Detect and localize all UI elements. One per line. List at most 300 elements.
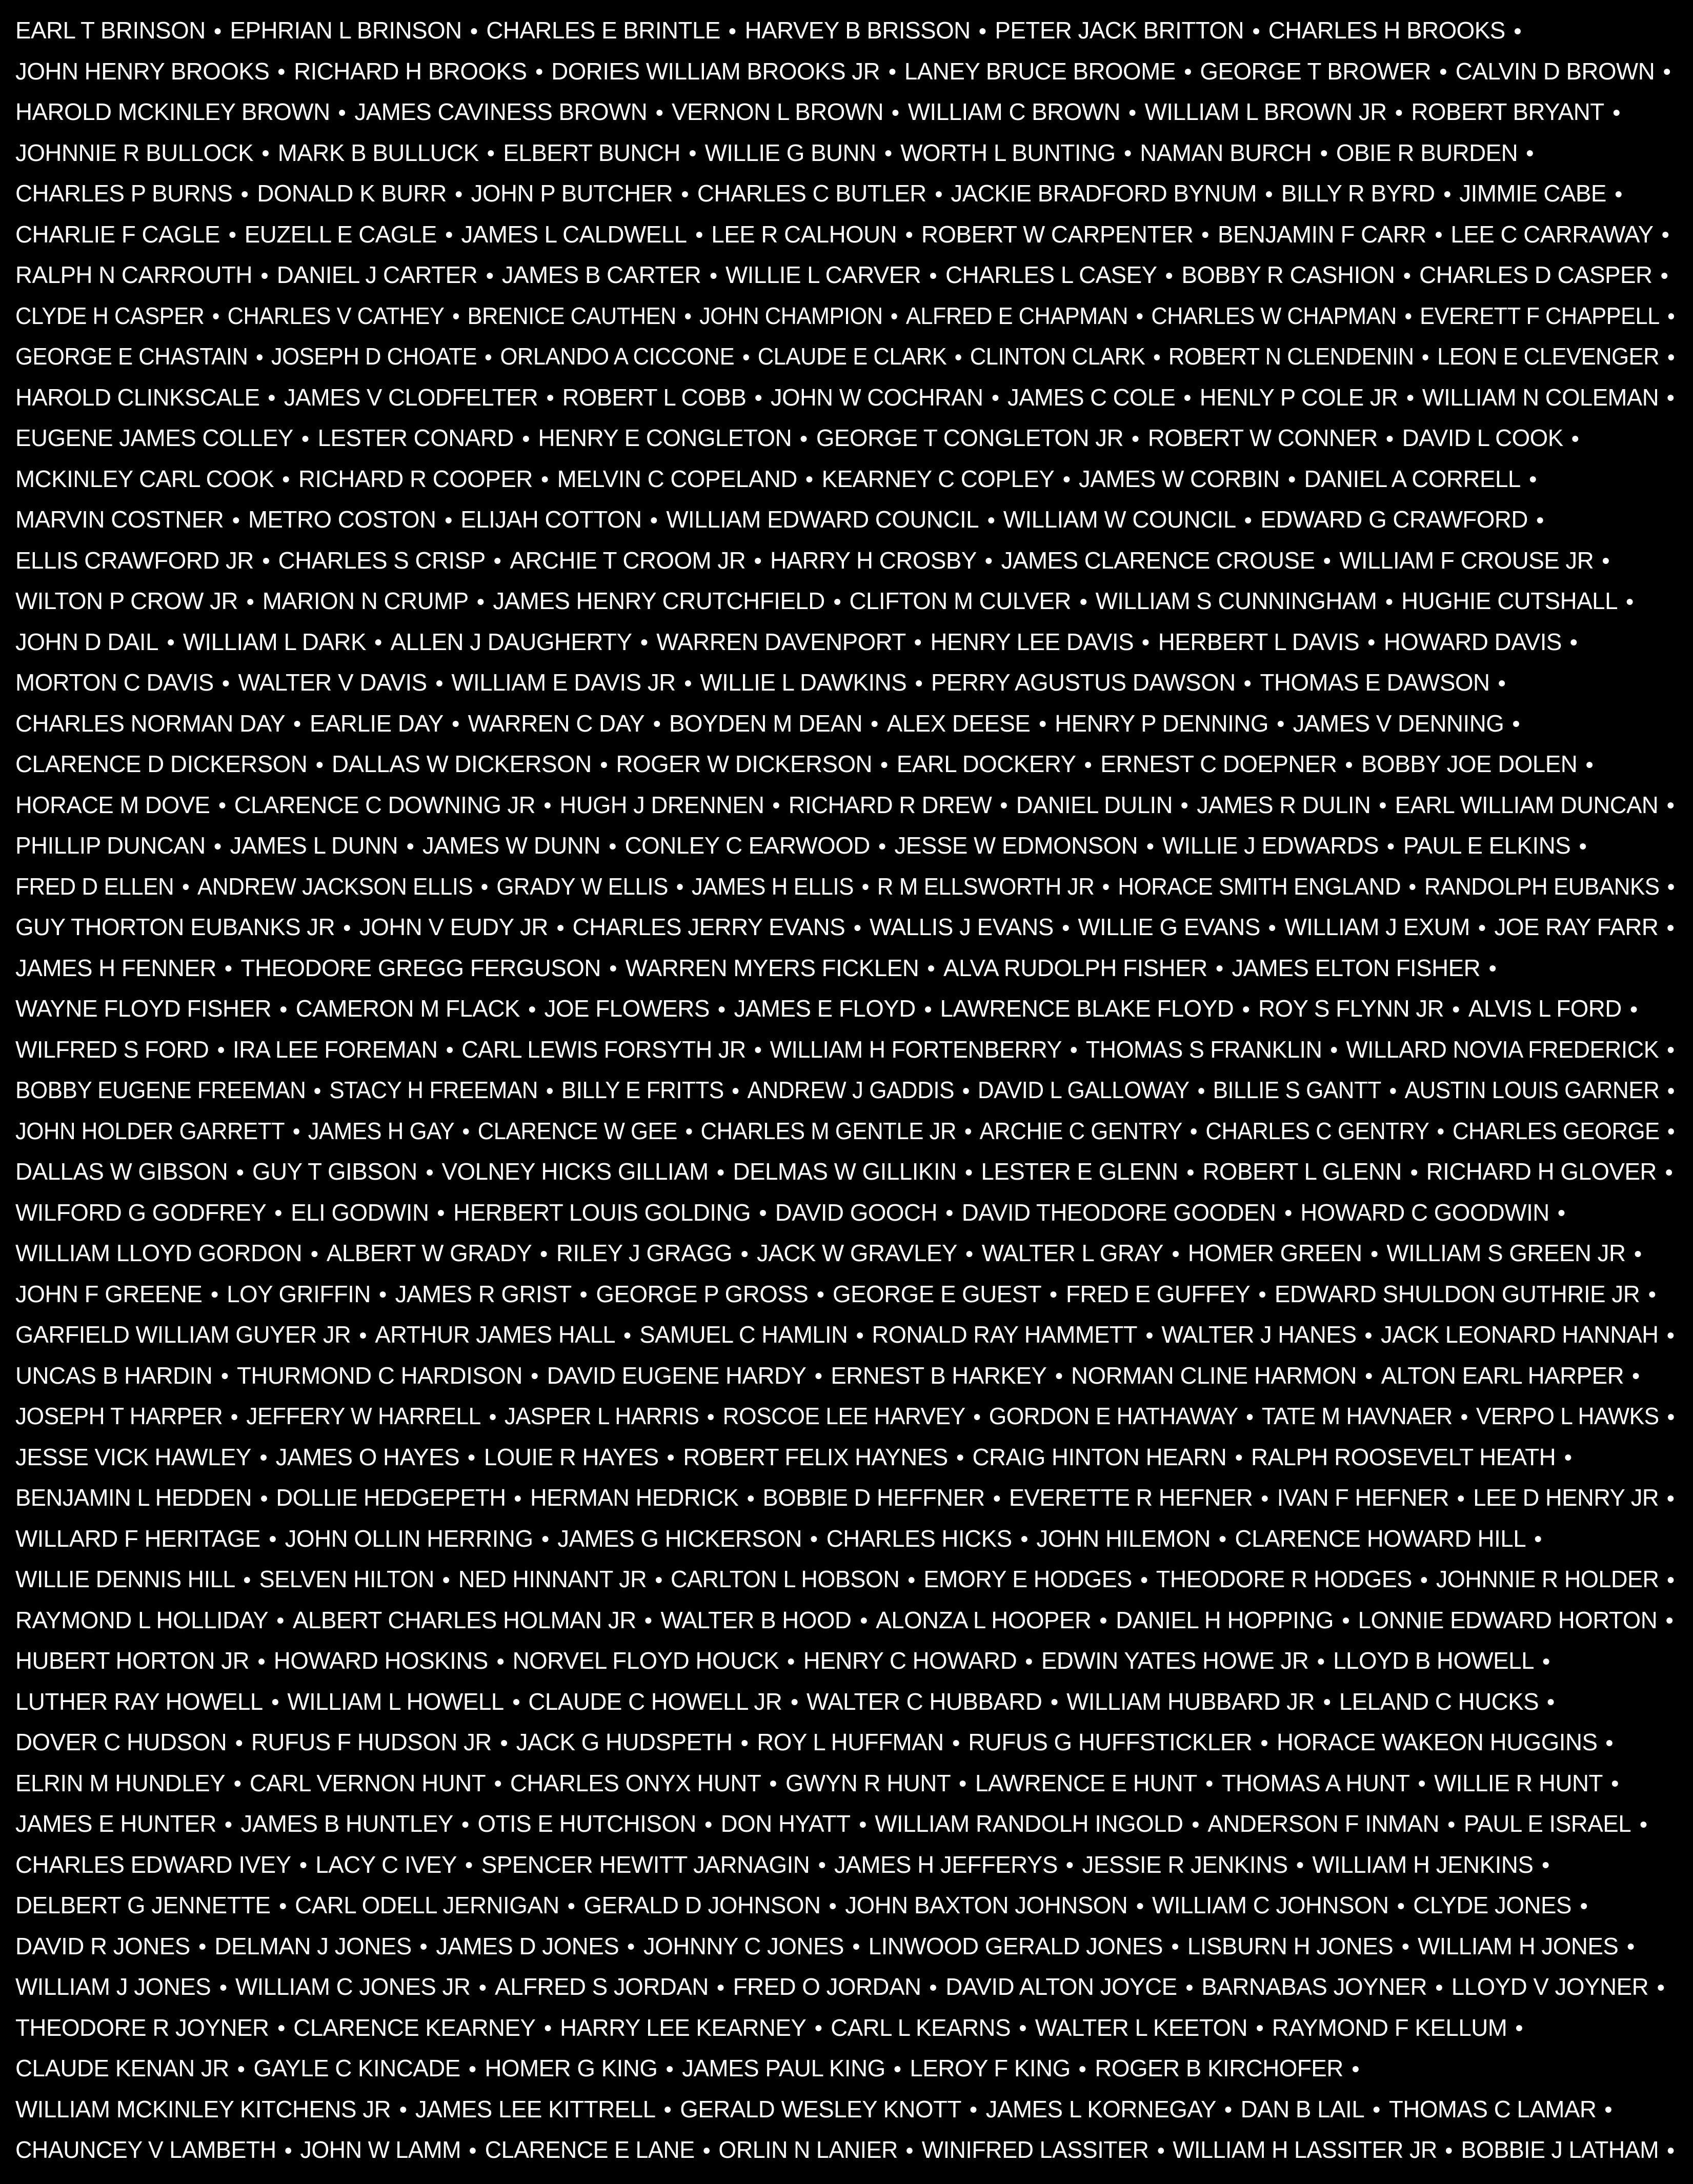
engraved-name: WILLIAM F CROUSE JR	[1339, 547, 1594, 574]
engraved-name: WILLIAM HUBBARD JR	[1066, 1688, 1315, 1715]
separator-dot-icon	[1020, 2025, 1026, 2031]
separator-dot-icon	[238, 2066, 245, 2072]
separator-dot-icon	[1147, 843, 1153, 850]
engraved-name: DAN B LAIL	[1240, 2095, 1365, 2122]
engraved-name: JAMES L KORNEGAY	[985, 2095, 1216, 2122]
engraved-name: NED HINNANT JR	[458, 1566, 647, 1592]
engraved-name: EARL WILLIAM DUNCAN	[1395, 791, 1659, 818]
engraved-name: TATE M HAVNAER	[1261, 1403, 1453, 1429]
engraved-name: WALLIS J EVANS	[869, 914, 1054, 940]
engraved-name: CONLEY C EARWOOD	[624, 832, 870, 859]
engraved-name: JAMES W CORBIN	[1078, 465, 1280, 492]
separator-dot-icon	[294, 721, 300, 727]
separator-dot-icon	[1402, 1944, 1408, 1950]
name-row	[15, 581, 1683, 622]
separator-dot-icon	[1243, 1006, 1249, 1013]
engraved-name: JAMES L CALDWELL	[461, 220, 687, 248]
memorial-name-wall	[15, 10, 1693, 2171]
engraved-name: WILLIAM S CUNNINGHAM	[1095, 588, 1377, 614]
engraved-name: GRADY W ELLIS	[496, 873, 668, 900]
separator-dot-icon	[1543, 1659, 1549, 1665]
engraved-name: LISBURN H JONES	[1187, 1932, 1394, 1959]
engraved-name: JOHN W COCHRAN	[770, 383, 983, 411]
engraved-name: BENJAMIN L HEDDEN	[15, 1484, 252, 1511]
separator-dot-icon	[1372, 1251, 1378, 1257]
engraved-name: CLYDE H CASPER	[15, 302, 205, 329]
separator-dot-icon	[892, 313, 897, 319]
engraved-name: JOHN W LAMM	[300, 2136, 461, 2163]
separator-dot-icon	[1080, 599, 1086, 605]
engraved-name: ALLEN J DAUGHERTY	[390, 628, 632, 655]
separator-dot-icon	[610, 965, 616, 972]
separator-dot-icon	[260, 1454, 267, 1461]
separator-dot-icon	[1141, 1577, 1147, 1583]
engraved-name: RICHARD H BROOKS	[294, 57, 527, 85]
name-row	[15, 255, 1683, 296]
name-row	[15, 540, 1683, 581]
separator-dot-icon	[741, 1740, 748, 1746]
separator-dot-icon	[654, 721, 660, 727]
engraved-name: CLARENCE C DOWNING JR	[234, 791, 536, 818]
engraved-name: CLARENCE HOWARD HILL	[1235, 1525, 1526, 1552]
engraved-name: ROBERT N CLENDENIN	[1168, 343, 1414, 370]
engraved-name: LACY C IVEY	[315, 1851, 457, 1878]
engraved-name: MARK B BULLUCK	[277, 139, 479, 166]
separator-dot-icon	[427, 1169, 433, 1176]
separator-dot-icon	[462, 1822, 469, 1828]
separator-dot-icon	[478, 599, 484, 605]
engraved-name: FRED O JORDAN	[733, 1973, 921, 2000]
separator-dot-icon	[270, 1536, 276, 1542]
separator-dot-icon	[992, 395, 998, 401]
separator-dot-icon	[1063, 476, 1070, 482]
engraved-name: JOE FLOWERS	[544, 995, 710, 1022]
engraved-name: VERNON L BROWN	[672, 98, 884, 125]
engraved-name: HAROLD CLINKSCALE	[15, 383, 260, 411]
engraved-name: JOHN BAXTON JOHNSON	[845, 1892, 1128, 1918]
engraved-name: PERRY AGUSTUS DAWSON	[931, 669, 1236, 696]
separator-dot-icon	[668, 1454, 674, 1461]
separator-dot-icon	[360, 1332, 366, 1339]
name-row	[15, 1192, 1683, 1233]
separator-dot-icon	[1499, 680, 1505, 686]
engraved-name: ELI GODWIN	[291, 1199, 429, 1226]
engraved-name: WILLIAM EDWARD COUNCIL	[666, 506, 979, 533]
separator-dot-icon	[862, 884, 868, 890]
name-row	[15, 1233, 1683, 1274]
engraved-name: PAUL E ISRAEL	[1463, 1810, 1631, 1837]
separator-dot-icon	[1668, 395, 1674, 401]
separator-dot-icon	[1668, 1088, 1674, 1094]
separator-dot-icon	[601, 762, 607, 768]
engraved-name: CLAUDE E CLARK	[757, 343, 947, 370]
engraved-name: GERALD D JOHNSON	[583, 1892, 821, 1918]
separator-dot-icon	[1446, 2148, 1452, 2154]
engraved-name: JAMES B HUNTLEY	[240, 1810, 453, 1837]
separator-dot-icon	[1137, 1903, 1143, 1909]
engraved-name: JAMES H FENNER	[15, 954, 216, 981]
separator-dot-icon	[1191, 1128, 1197, 1135]
name-row	[15, 1559, 1659, 1600]
separator-dot-icon	[1192, 1822, 1198, 1828]
name-row	[15, 1356, 1683, 1397]
separator-dot-icon	[1173, 1251, 1179, 1257]
engraved-name: LLOYD B HOWELL	[1333, 1647, 1535, 1674]
separator-dot-icon	[791, 1699, 797, 1705]
separator-dot-icon	[690, 150, 696, 156]
engraved-name: WILFRED S FORD	[15, 1036, 209, 1063]
name-row	[15, 377, 1672, 418]
engraved-name: DALLAS W GIBSON	[15, 1158, 228, 1185]
separator-dot-icon	[466, 1862, 472, 1868]
engraved-name: WILLIAM C BROWN	[908, 98, 1120, 125]
engraved-name: DANIEL H HOPPING	[1116, 1606, 1334, 1633]
engraved-name: PAUL E ELKINS	[1403, 832, 1571, 859]
engraved-name: HOWARD DAVIS	[1383, 628, 1562, 655]
name-row	[15, 2130, 1659, 2171]
name-row	[15, 907, 1682, 948]
separator-dot-icon	[515, 1495, 521, 1502]
separator-dot-icon	[1664, 69, 1670, 75]
engraved-name: WILLIAM H JONES	[1417, 1932, 1619, 1959]
separator-dot-icon	[1649, 1291, 1655, 1298]
separator-dot-icon	[1436, 1985, 1442, 1991]
separator-dot-icon	[447, 1047, 453, 1053]
engraved-name: HAROLD MCKINLEY BROWN	[15, 98, 330, 125]
engraved-name: OTIS E HUTCHISON	[477, 1810, 696, 1837]
engraved-name: WALTER B HOOD	[660, 1606, 852, 1633]
engraved-name: BILLY R BYRD	[1281, 180, 1435, 207]
engraved-name: ROBERT L GLENN	[1202, 1158, 1402, 1185]
engraved-name: ROSCOE LEE HARVEY	[722, 1403, 965, 1429]
engraved-name: JAMES L DUNN	[230, 832, 398, 859]
separator-dot-icon	[569, 1903, 575, 1909]
separator-dot-icon	[719, 1006, 725, 1013]
separator-dot-icon	[1143, 639, 1149, 645]
separator-dot-icon	[463, 1128, 469, 1135]
engraved-name: THOMAS S FRANKLIN	[1085, 1036, 1322, 1063]
engraved-name: METRO COSTON	[248, 506, 436, 533]
separator-dot-icon	[1137, 313, 1142, 319]
engraved-name: BILLY E FRITTS	[561, 1077, 724, 1103]
separator-dot-icon	[1067, 1862, 1073, 1868]
separator-dot-icon	[1404, 273, 1410, 279]
engraved-name: DON HYATT	[720, 1810, 851, 1837]
engraved-name: THOMAS C LAMAR	[1388, 2095, 1597, 2122]
separator-dot-icon	[1666, 1169, 1672, 1176]
engraved-name: WILLARD NOVIA FREDERICK	[1346, 1036, 1659, 1063]
separator-dot-icon	[1668, 1047, 1674, 1053]
engraved-name: JESSE VICK HAWLEY	[15, 1443, 251, 1470]
engraved-name: WILLARD F HERITAGE	[15, 1525, 260, 1552]
name-row	[15, 785, 1670, 826]
engraved-name: DAVID L GALLOWAY	[977, 1077, 1190, 1103]
separator-dot-icon	[1580, 843, 1586, 850]
separator-dot-icon	[708, 1414, 714, 1420]
name-row	[15, 1845, 1683, 1886]
separator-dot-icon	[1368, 639, 1375, 645]
engraved-name: DAVID THEODORE GOODEN	[961, 1199, 1276, 1226]
name-row	[15, 51, 1683, 92]
separator-dot-icon	[909, 1577, 915, 1583]
separator-dot-icon	[438, 1210, 444, 1216]
separator-dot-icon	[1627, 1944, 1634, 1950]
separator-dot-icon	[1614, 110, 1620, 116]
separator-dot-icon	[280, 1006, 287, 1013]
engraved-name: CHARLES EDWARD IVEY	[15, 1851, 291, 1878]
separator-dot-icon	[1080, 2066, 1086, 2072]
engraved-name: BOBBIE D HEFFNER	[762, 1484, 985, 1511]
engraved-name: FRED D ELLEN	[15, 873, 174, 900]
separator-dot-icon	[718, 1985, 724, 1991]
separator-dot-icon	[446, 232, 452, 238]
separator-dot-icon	[1133, 436, 1139, 442]
separator-dot-icon	[963, 1088, 969, 1094]
engraved-name: JESSE W EDMONSON	[894, 832, 1138, 859]
separator-dot-icon	[974, 1414, 980, 1420]
engraved-name: JAMES H ELLIS	[691, 873, 854, 900]
separator-dot-icon	[501, 1740, 507, 1746]
separator-dot-icon	[1419, 1781, 1425, 1787]
engraved-name: JAMES O HAYES	[275, 1443, 460, 1470]
engraved-name: BRENICE CAUTHEN	[467, 302, 676, 329]
engraved-name: HOMER G KING	[485, 2055, 658, 2081]
separator-dot-icon	[624, 1332, 631, 1339]
engraved-name: JAMES R DULIN	[1197, 791, 1371, 818]
separator-dot-icon	[1666, 1617, 1672, 1624]
separator-dot-icon	[421, 1944, 427, 1950]
separator-dot-icon	[1257, 2025, 1263, 2031]
engraved-name: HUGHIE CUTSHALL	[1401, 588, 1618, 614]
name-row	[15, 988, 1683, 1029]
separator-dot-icon	[854, 925, 860, 931]
separator-dot-icon	[817, 1291, 823, 1298]
separator-dot-icon	[269, 395, 275, 401]
engraved-name: HERMAN HEDRICK	[530, 1484, 739, 1511]
engraved-name: ROGER B KIRCHOFER	[1095, 2055, 1343, 2081]
separator-dot-icon	[1548, 1699, 1554, 1705]
separator-dot-icon	[895, 2066, 901, 2072]
separator-dot-icon	[1039, 721, 1045, 727]
engraved-name: HENRY C HOWARD	[803, 1647, 1017, 1674]
separator-dot-icon	[957, 1454, 963, 1461]
separator-dot-icon	[226, 965, 232, 972]
engraved-name: JOSEPH T HARPER	[15, 1403, 223, 1429]
engraved-name: ARTHUR JAMES HALL	[375, 1321, 616, 1348]
engraved-name: CARL ODELL JERNIGAN	[295, 1892, 559, 1918]
engraved-name: GEORGE T BROWER	[1200, 57, 1432, 85]
engraved-name: R M ELLSWORTH JR	[877, 873, 1095, 900]
separator-dot-icon	[872, 721, 878, 727]
separator-dot-icon	[453, 313, 458, 319]
separator-dot-icon	[1321, 150, 1327, 156]
engraved-name: GEORGE P GROSS	[596, 1280, 809, 1307]
name-row	[15, 1029, 1659, 1070]
engraved-name: THOMAS E DAWSON	[1260, 669, 1490, 696]
engraved-name: ARCHIE T CROOM JR	[510, 547, 746, 574]
separator-dot-icon	[703, 2148, 710, 2154]
engraved-name: JAMES CAVINESS BROWN	[354, 98, 648, 125]
engraved-name: THEODORE GREGG FERGUSON	[240, 954, 601, 981]
separator-dot-icon	[1516, 2025, 1522, 2031]
engraved-name: WILLIE R HUNT	[1434, 1769, 1603, 1796]
engraved-name: HOWARD HOSKINS	[273, 1647, 488, 1674]
name-row	[15, 703, 1683, 744]
separator-dot-icon	[994, 1495, 1000, 1502]
engraved-name: LELAND C HUCKS	[1339, 1688, 1539, 1715]
engraved-name: CARL L KEARNS	[831, 2014, 1011, 2041]
name-row	[15, 1437, 1683, 1478]
separator-dot-icon	[1259, 1291, 1265, 1298]
separator-dot-icon	[168, 639, 174, 645]
separator-dot-icon	[656, 110, 662, 116]
engraved-name: WILTON P CROW JR	[15, 588, 238, 614]
separator-dot-icon	[1448, 1822, 1455, 1828]
engraved-name: ALBERT CHARLES HOLMAN JR	[292, 1606, 636, 1633]
engraved-name: DAVID R JONES	[15, 1932, 190, 1959]
separator-dot-icon	[283, 476, 289, 482]
engraved-name: HENLY P COLE JR	[1199, 383, 1398, 411]
separator-dot-icon	[247, 599, 253, 605]
separator-dot-icon	[1635, 1251, 1641, 1257]
separator-dot-icon	[743, 354, 749, 360]
separator-dot-icon	[236, 1740, 242, 1746]
engraved-name: CHARLES L CASEY	[945, 261, 1157, 288]
engraved-name: RAYMOND L HOLLIDAY	[15, 1606, 269, 1633]
engraved-name: CALVIN D BROWN	[1455, 57, 1655, 85]
engraved-name: CLARENCE D DICKERSON	[15, 751, 308, 777]
engraved-name: ROGER W DICKERSON	[616, 751, 873, 777]
name-row	[15, 948, 1683, 989]
engraved-name: DELMAS W GILLIKIN	[733, 1158, 957, 1185]
separator-dot-icon	[834, 599, 840, 605]
separator-dot-icon	[1461, 1414, 1467, 1420]
separator-dot-icon	[965, 1128, 971, 1135]
engraved-name: RILEY J GRAGG	[556, 1240, 733, 1266]
engraved-name: LAWRENCE BLAKE FLOYD	[940, 995, 1234, 1022]
separator-dot-icon	[651, 517, 657, 523]
separator-dot-icon	[541, 1251, 547, 1257]
name-row	[15, 662, 1683, 703]
separator-dot-icon	[1124, 150, 1131, 156]
separator-dot-icon	[885, 150, 891, 156]
separator-dot-icon	[986, 558, 992, 564]
engraved-name: JAMES H JEFFERYS	[834, 1851, 1058, 1878]
engraved-name: PETER JACK BRITTON	[995, 17, 1244, 44]
engraved-name: HORACE M DOVE	[15, 791, 210, 818]
engraved-name: ERNEST C DOEPNER	[1100, 751, 1337, 777]
separator-dot-icon	[219, 802, 225, 808]
separator-dot-icon	[1668, 1495, 1674, 1502]
separator-dot-icon	[1324, 558, 1330, 564]
engraved-name: LESTER E GLENN	[981, 1158, 1178, 1185]
name-row	[15, 1885, 1683, 1926]
engraved-name: ELBERT BUNCH	[503, 139, 680, 166]
name-row	[15, 1274, 1683, 1315]
name-row	[15, 1967, 1683, 2008]
separator-dot-icon	[1661, 273, 1667, 279]
separator-dot-icon	[1668, 1414, 1674, 1420]
separator-dot-icon	[1405, 313, 1411, 319]
engraved-name: ANDREW J GADDIS	[747, 1077, 954, 1103]
engraved-name: LOUIE R HAYES	[483, 1443, 659, 1470]
separator-dot-icon	[218, 1047, 224, 1053]
separator-dot-icon	[261, 1495, 267, 1502]
engraved-name: WILLIAM L DARK	[183, 628, 366, 655]
name-row	[15, 1519, 1683, 1560]
separator-dot-icon	[407, 843, 413, 850]
separator-dot-icon	[1542, 1862, 1548, 1868]
engraved-name: HUGH J DRENNEN	[559, 791, 764, 818]
engraved-name: CLARENCE KEARNEY	[293, 2014, 536, 2041]
engraved-name: ERNEST B HARKEY	[831, 1362, 1047, 1389]
engraved-name: CHARLES P BURNS	[15, 180, 233, 207]
engraved-name: BENJAMIN F CARR	[1218, 220, 1426, 248]
engraved-name: HUBERT HORTON JR	[15, 1647, 250, 1674]
engraved-name: JOHNNIE R BULLOCK	[15, 139, 254, 166]
engraved-name: RALPH ROOSEVELT HEATH	[1251, 1443, 1556, 1470]
separator-dot-icon	[490, 1414, 496, 1420]
engraved-name: DOLLIE HEDGEPETH	[276, 1484, 506, 1511]
separator-dot-icon	[966, 1251, 973, 1257]
engraved-name: CHARLES C BUTLER	[697, 180, 926, 207]
engraved-name: JAMES CLARENCE CROUSE	[1001, 547, 1315, 574]
separator-dot-icon	[1318, 1659, 1324, 1665]
engraved-name: ORLIN N LANIER	[718, 2136, 898, 2163]
separator-dot-icon	[1398, 1903, 1404, 1909]
separator-dot-icon	[1324, 1699, 1330, 1705]
separator-dot-icon	[1631, 1006, 1637, 1013]
engraved-name: EUZELL E CAGLE	[244, 220, 437, 248]
separator-dot-icon	[1187, 1169, 1194, 1176]
engraved-name: RANDOLPH EUBANKS	[1424, 873, 1660, 900]
separator-dot-icon	[229, 232, 235, 238]
engraved-name: LEON E CLEVENGER	[1437, 343, 1660, 370]
separator-dot-icon	[930, 273, 936, 279]
separator-dot-icon	[1245, 680, 1251, 686]
separator-dot-icon	[980, 28, 986, 34]
separator-dot-icon	[275, 1210, 281, 1216]
name-row	[15, 1478, 1669, 1519]
separator-dot-icon	[545, 2025, 551, 2031]
engraved-name: HERBERT L DAVIS	[1158, 628, 1360, 655]
engraved-name: WILLIAM H LASSITER JR	[1173, 2136, 1437, 2163]
separator-dot-icon	[1513, 721, 1519, 727]
separator-dot-icon	[263, 150, 269, 156]
separator-dot-icon	[1366, 1373, 1372, 1379]
engraved-name: HENRY E CONGLETON	[538, 424, 792, 451]
engraved-name: CARL VERNON HUNT	[249, 1769, 486, 1796]
separator-dot-icon	[488, 150, 494, 156]
separator-dot-icon	[953, 1740, 959, 1746]
engraved-name: BILLIE S GANTT	[1213, 1077, 1381, 1103]
engraved-name: RALPH N CARROUTH	[15, 261, 252, 288]
engraved-name: CLINTON CLARK	[970, 343, 1145, 370]
engraved-name: EDWARD G CRAWFORD	[1260, 506, 1528, 533]
engraved-name: HENRY P DENNING	[1055, 710, 1268, 737]
separator-dot-icon	[272, 1699, 278, 1705]
engraved-name: JAMES PAUL KING	[682, 2055, 885, 2081]
separator-dot-icon	[557, 925, 563, 931]
engraved-name: DORIES WILLIAM BROOKS JR	[551, 57, 880, 85]
separator-dot-icon	[966, 1169, 972, 1176]
separator-dot-icon	[223, 680, 229, 686]
engraved-name: GEORGE E CHASTAIN	[15, 343, 248, 370]
separator-dot-icon	[730, 28, 736, 34]
engraved-name: IVAN F HEFNER	[1277, 1484, 1449, 1511]
engraved-name: WARREN MYERS FICKLEN	[625, 954, 919, 981]
engraved-name: KEARNEY C COPLEY	[821, 465, 1055, 492]
